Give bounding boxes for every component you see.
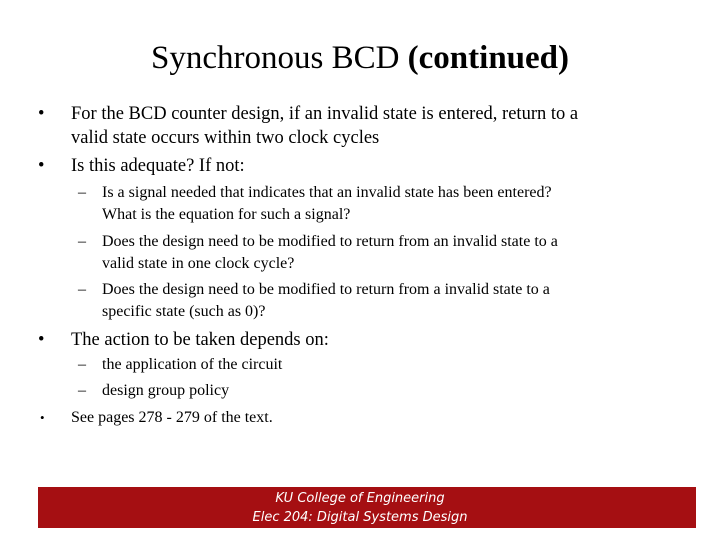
sub-bullet-line2: What is the equation for such a signal? [102,206,351,223]
sub-bullet-line1: Is a signal needed that indicates that an invalid state has been entered? [102,184,552,201]
sub-bullet-dash: – [78,184,86,201]
sub-bullet-dash: – [78,356,86,373]
footer-course: Elec 204: Digital Systems Design [252,510,468,525]
sub-bullet-dash: – [78,281,86,298]
bullet-marker: • [40,410,45,425]
title-main: Synchronous BCD [150,40,400,76]
bullet-text-line2: valid state occurs within two clock cycles [71,128,380,148]
sub-bullet-line1: design group policy [102,382,230,399]
bullet-text: See pages 278 - 279 of the text. [71,409,273,426]
bullet-marker: • [38,104,45,124]
footer-college: KU College of Engineering [275,491,445,506]
sub-bullet-line1: the application of the circuit [102,356,283,373]
title-suffix: (continued) [407,40,570,76]
sub-bullet-line1: Does the design need to be modified to return from a invalid state to a [102,281,550,298]
sub-bullet-line1: Does the design need to be modified to return from an invalid state to a [102,233,558,250]
sub-bullet-line2: specific state (such as 0)? [102,303,266,320]
bullet-text-line1: For the BCD counter design, if an invalid state is entered, return to a [71,104,579,124]
bullet-text: The action to be taken depends on: [71,330,329,350]
bullet-text: Is this adequate? If not: [71,156,245,176]
sub-bullet-line2: valid state in one clock cycle? [102,255,295,272]
slide-title [0,38,720,78]
sub-bullet-dash: – [78,233,86,250]
sub-bullet-dash: – [78,382,86,399]
bullet-marker: • [38,330,45,350]
bullet-marker: • [38,156,45,176]
